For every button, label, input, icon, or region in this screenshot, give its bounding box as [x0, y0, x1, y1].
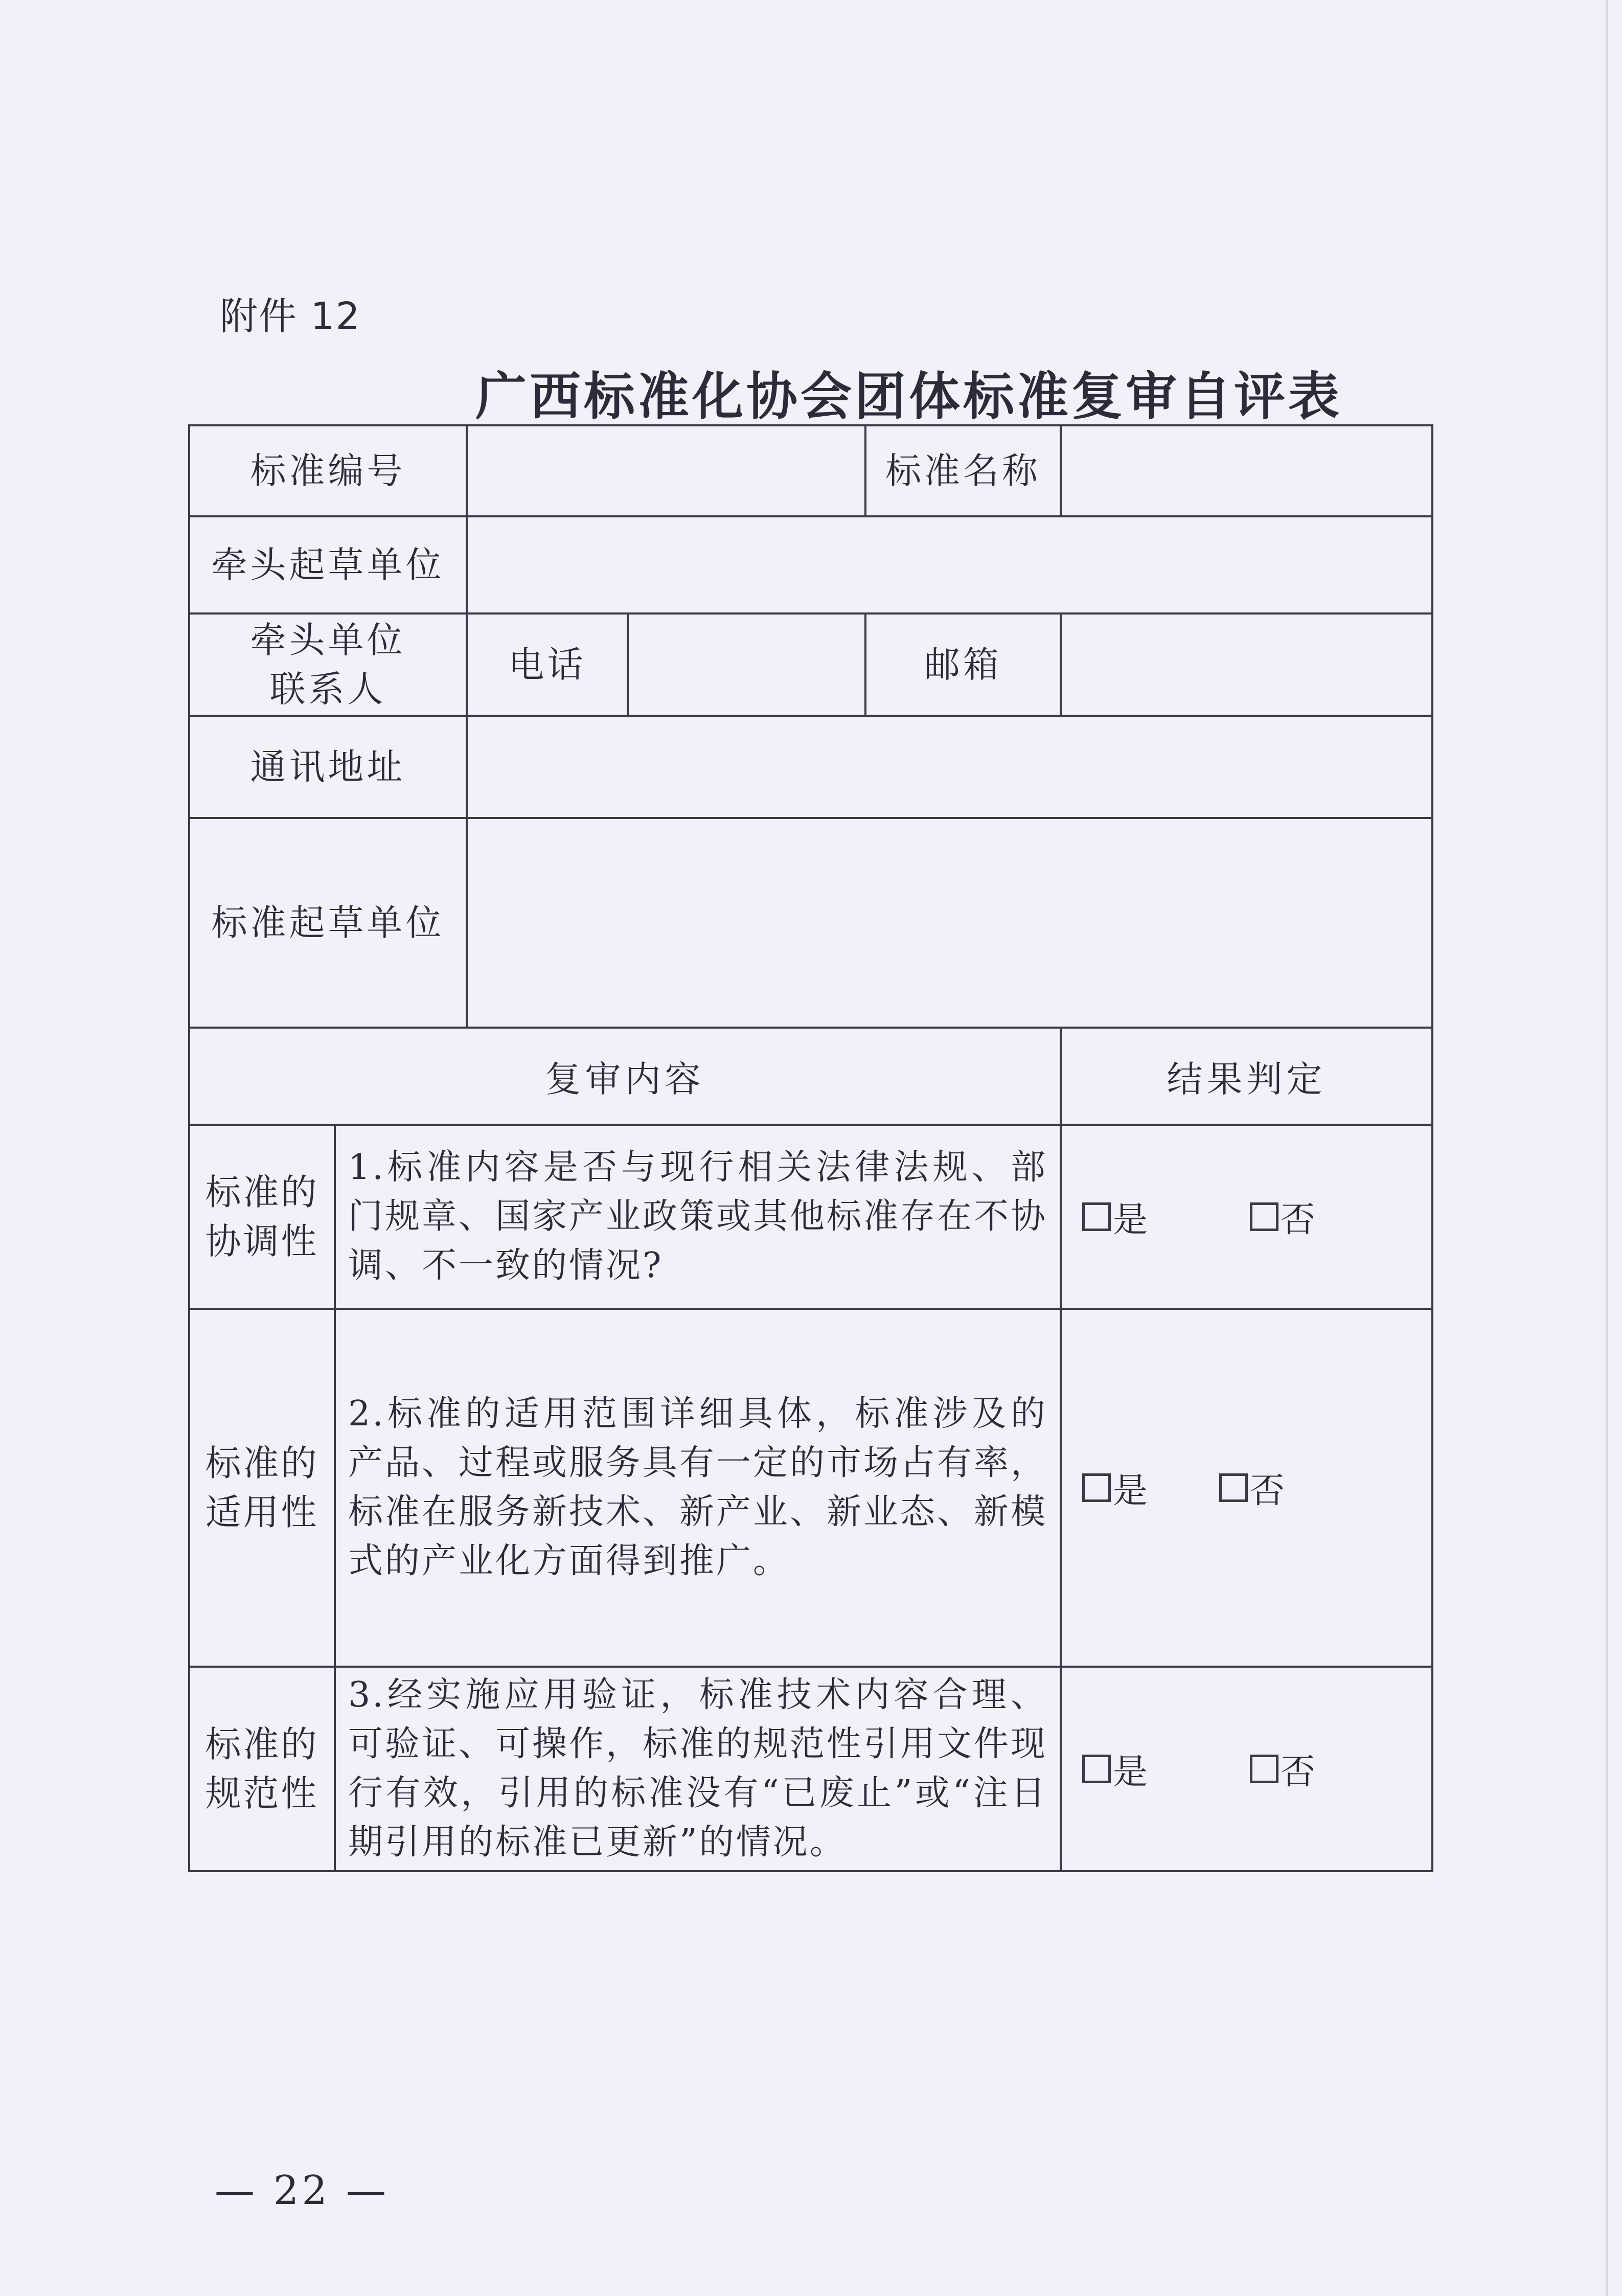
review-question: 1.标准内容是否与现行相关法律法规、部门规章、国家产业政策或其他标准存在不协调、不一致的情况?	[335, 1125, 1061, 1309]
review-form-table	[188, 424, 1433, 1872]
dimension-label-line2: 协调性	[205, 1220, 319, 1262]
lead-contact-label	[189, 613, 467, 716]
yes-option[interactable]	[1082, 1192, 1148, 1242]
review-question: 3.经实施应用验证，标准技术内容合理、可验证、可操作，标准的规范性引用文件现行有效，引用的标准没有“已废止”或“注日期引用的标准已更新”的情况。	[335, 1667, 1061, 1871]
yes-checkbox[interactable]	[1082, 1755, 1111, 1783]
drafting-units-label: 标准起草单位	[189, 818, 467, 1028]
result-cell	[1061, 1667, 1432, 1871]
phone-field[interactable]	[628, 613, 865, 716]
address-field[interactable]	[467, 716, 1432, 818]
dimension-label-line2: 适用性	[205, 1491, 319, 1533]
no-checkbox[interactable]	[1250, 1202, 1278, 1231]
lead-drafting-unit-field[interactable]	[467, 516, 1432, 613]
standard-name-label: 标准名称	[865, 425, 1061, 516]
no-label: 否	[1250, 1470, 1285, 1511]
row-drafting-units	[189, 818, 1432, 1028]
scan-edge	[1606, 0, 1608, 2296]
dimension-label-line2: 规范性	[205, 1772, 319, 1814]
dimension-label-line1: 标准的	[205, 1723, 319, 1765]
dimension-cell	[189, 1309, 335, 1667]
no-option[interactable]	[1250, 1744, 1315, 1794]
yes-checkbox[interactable]	[1082, 1202, 1111, 1231]
row-contact	[189, 613, 1432, 716]
lead-drafting-unit-label: 牵头起草单位	[189, 516, 467, 613]
row-standard-info	[189, 425, 1432, 516]
attachment-label: 附件 12	[220, 294, 361, 338]
page-number: — 22 —	[215, 2168, 389, 2214]
yes-checkbox[interactable]	[1082, 1473, 1111, 1502]
lead-contact-label-line1: 牵头单位	[250, 619, 406, 661]
page-title: 广西标准化协会团体标准复审自评表	[475, 367, 1342, 426]
result-cell	[1061, 1125, 1432, 1309]
review-question: 2.标准的适用范围详细具体，标准涉及的产品、过程或服务具有一定的市场占有率，标准在服务新技术、新产业、新业态、新模式的产业化方面得到推广。	[335, 1309, 1061, 1667]
result-cell	[1061, 1309, 1432, 1667]
address-label: 通讯地址	[189, 716, 467, 818]
email-label: 邮箱	[865, 613, 1061, 716]
dimension-cell	[189, 1125, 335, 1309]
dimension-cell	[189, 1667, 335, 1871]
no-label: 否	[1281, 1199, 1316, 1240]
phone-label: 电话	[467, 613, 628, 716]
dimension-label-line1: 标准的	[205, 1442, 319, 1484]
dimension-label-line1: 标准的	[205, 1171, 319, 1213]
no-checkbox[interactable]	[1250, 1755, 1278, 1783]
no-label: 否	[1281, 1752, 1316, 1792]
row-review-header	[189, 1028, 1432, 1125]
no-option[interactable]	[1219, 1463, 1285, 1513]
yes-option[interactable]	[1082, 1463, 1148, 1513]
yes-label: 是	[1113, 1752, 1148, 1792]
standard-number-field[interactable]	[467, 425, 865, 516]
yes-option[interactable]	[1082, 1744, 1148, 1794]
yes-no-options	[1082, 1463, 1431, 1513]
yes-label: 是	[1113, 1199, 1148, 1240]
yes-no-options	[1082, 1192, 1431, 1242]
row-lead-unit	[189, 516, 1432, 613]
yes-label: 是	[1113, 1470, 1148, 1511]
standard-name-field[interactable]	[1061, 425, 1432, 516]
email-field[interactable]	[1061, 613, 1432, 716]
review-row-applicability	[189, 1309, 1432, 1667]
review-content-header: 复审内容	[189, 1028, 1061, 1125]
row-address	[189, 716, 1432, 818]
yes-no-options	[1082, 1744, 1431, 1794]
review-row-coordination	[189, 1125, 1432, 1309]
standard-number-label: 标准编号	[189, 425, 467, 516]
result-header: 结果判定	[1061, 1028, 1432, 1125]
no-option[interactable]	[1250, 1192, 1315, 1242]
drafting-units-field[interactable]	[467, 818, 1432, 1028]
lead-contact-label-line2: 联系人	[269, 668, 386, 710]
no-checkbox[interactable]	[1219, 1473, 1248, 1502]
review-row-normativity	[189, 1667, 1432, 1871]
